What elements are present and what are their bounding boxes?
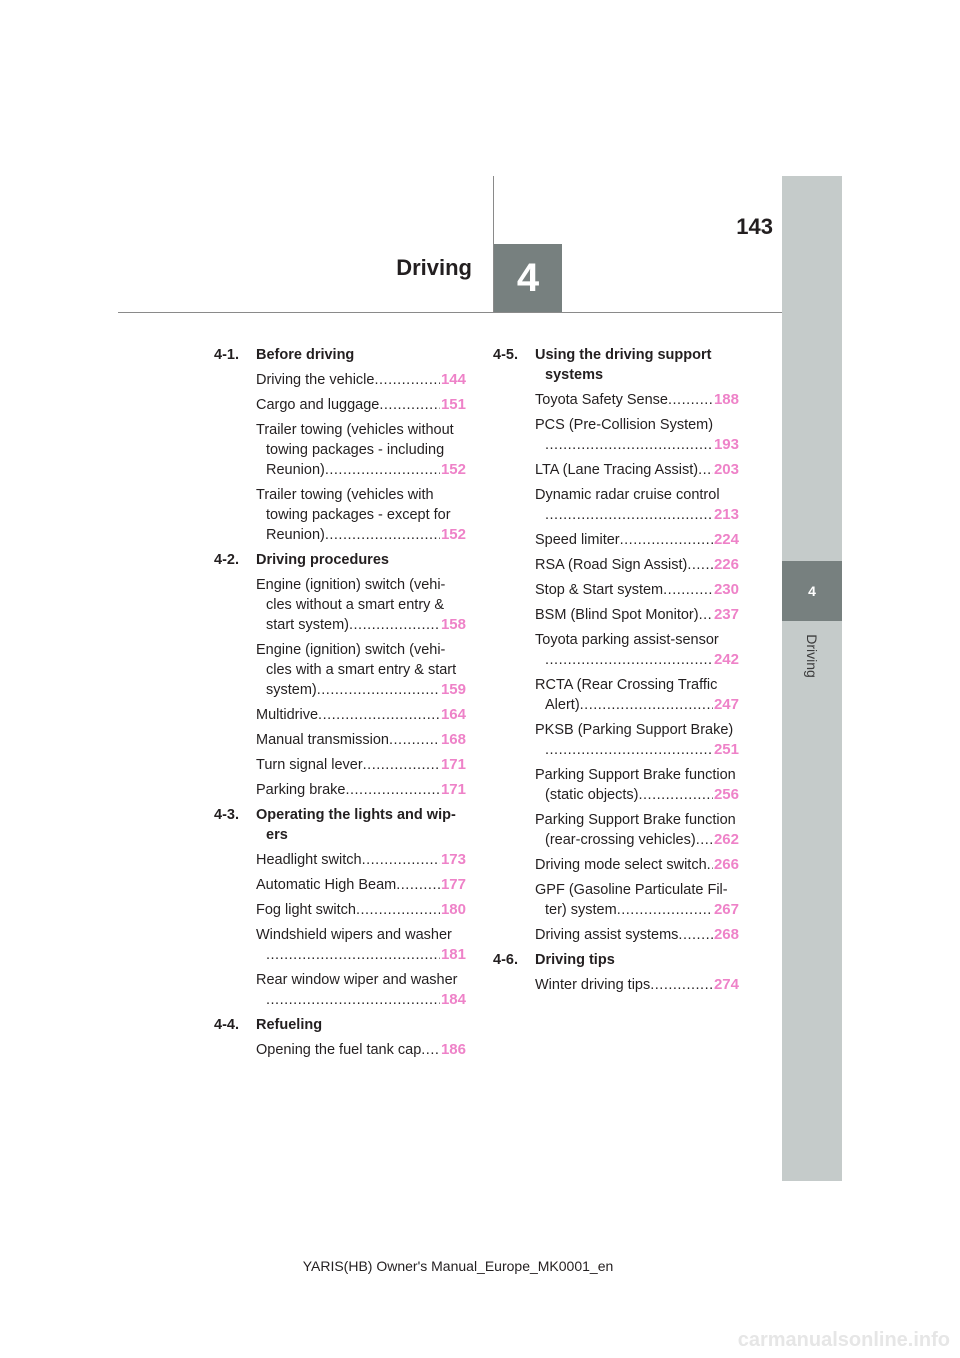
toc-section-heading	[214, 805, 466, 845]
toc-section-heading	[214, 345, 466, 365]
toc-entry-text: Headlight switch	[256, 852, 362, 868]
toc-entry-leader-row	[256, 990, 466, 1010]
dot-leader	[317, 680, 440, 700]
toc-entry-leader-row	[535, 740, 739, 760]
dot-leader	[318, 705, 440, 725]
page-reference-link[interactable]: 274	[713, 976, 739, 993]
toc-section-number: 4-3.	[214, 807, 239, 823]
side-thumb-tab	[782, 176, 842, 1181]
page-reference-link[interactable]: 242	[713, 651, 739, 668]
toc-entry-text: towing packages - except for	[266, 507, 451, 523]
toc-entry[interactable]	[535, 630, 739, 670]
toc-entry-leader-row	[256, 1040, 466, 1060]
toc-entry-leader-row	[256, 730, 466, 750]
dot-leader	[687, 555, 713, 575]
toc-entry-text: Multidrive	[256, 707, 319, 723]
toc-entry-text: Speed limiter	[535, 532, 620, 548]
toc-entry-leader-row	[256, 900, 466, 920]
toc-entry-leader-row	[256, 945, 466, 965]
page-reference-link[interactable]: 164	[440, 706, 466, 723]
toc-entry-text: cles without a smart entry &	[266, 597, 445, 613]
toc-entry-text: Toyota parking assist-sensor	[535, 632, 719, 648]
dot-leader	[325, 460, 440, 480]
toc-entry[interactable]	[256, 575, 466, 635]
toc-section-title-line: Driving tips	[535, 952, 615, 968]
dot-leader	[617, 900, 713, 920]
toc-section-number: 4-4.	[214, 1017, 239, 1033]
toc-entry[interactable]	[256, 640, 466, 700]
dot-leader	[421, 1040, 440, 1060]
toc-entry-leader-row	[256, 460, 466, 480]
toc-entry[interactable]	[256, 370, 466, 390]
toc-entry-leader-row	[535, 975, 739, 995]
footer	[0, 1258, 960, 1274]
toc-entry-text: Parking Support Brake function	[535, 767, 736, 783]
toc-entry-text: Driving assist systems	[535, 927, 679, 943]
page-reference-link[interactable]: 152	[440, 461, 466, 478]
toc-section-heading	[493, 950, 739, 970]
toc-entry[interactable]	[535, 675, 739, 715]
toc-entry-text: Parking Support Brake function	[535, 812, 736, 828]
dot-leader	[545, 650, 713, 670]
toc-section	[214, 345, 466, 545]
toc-section-title	[256, 550, 466, 570]
toc-entry-text: RCTA (Rear Crossing Traffic	[535, 677, 718, 693]
toc-entry-text: towing packages - including	[266, 442, 445, 458]
page-reference-link[interactable]: 186	[440, 1041, 466, 1058]
toc-entry-text: (static objects)	[545, 787, 639, 803]
toc-entry[interactable]	[535, 855, 739, 875]
toc-section-number: 4-1.	[214, 347, 239, 363]
toc-section-title-line: Driving procedures	[256, 552, 389, 568]
toc-section-heading	[493, 345, 739, 385]
toc-section	[493, 950, 739, 995]
dot-leader	[678, 925, 713, 945]
toc-entry-leader-row	[256, 525, 466, 545]
toc-section-title-line: Operating the lights and wip-	[256, 807, 456, 823]
toc-entry-text: Windshield wipers and washer	[256, 927, 452, 943]
toc-entry-text: ter) system	[545, 902, 617, 918]
toc-entry[interactable]	[535, 460, 739, 480]
toc-entry-text: Toyota Safety Sense	[535, 392, 668, 408]
page-reference-link[interactable]: 193	[713, 436, 739, 453]
page-reference-link[interactable]: 251	[713, 741, 739, 758]
dot-leader	[356, 900, 440, 920]
toc-section-title-line: Refueling	[256, 1017, 323, 1033]
toc-entry[interactable]	[256, 485, 466, 545]
toc-entry[interactable]	[256, 850, 466, 870]
toc-entry[interactable]	[535, 880, 739, 920]
toc-entry-text: Driving mode select switch	[535, 857, 707, 873]
toc-entry-leader-row	[535, 900, 739, 920]
toc-section	[214, 1015, 466, 1060]
footer-manual-title: YARIS(HB) Owner's Manual_Europe_MK0001_en	[302, 1258, 614, 1274]
toc-section-number: 4-2.	[214, 552, 239, 568]
toc-entry[interactable]	[256, 730, 466, 750]
toc-entry[interactable]	[256, 395, 466, 415]
toc-entry[interactable]	[535, 975, 739, 995]
page-reference-link[interactable]: 168	[440, 731, 466, 748]
toc-entry-leader-row	[535, 925, 739, 945]
page-reference-link[interactable]: 266	[713, 856, 739, 873]
toc-section-heading	[214, 550, 466, 570]
toc-entry-leader-row	[535, 555, 739, 575]
toc-entry-text: Stop & Start system	[535, 582, 664, 598]
dot-leader	[698, 460, 713, 480]
toc-entry-leader-row	[535, 830, 739, 850]
page-reference-link[interactable]: 171	[440, 756, 466, 773]
toc-section-title	[256, 345, 466, 365]
toc-entry-leader-row	[535, 580, 739, 600]
dot-leader	[379, 395, 440, 415]
toc-entry[interactable]	[535, 810, 739, 850]
page-reference-link[interactable]: 184	[440, 991, 466, 1008]
watermark-text: carmanualsonline.info	[737, 1329, 950, 1351]
page-reference-link[interactable]: 158	[440, 616, 466, 633]
page-reference-link[interactable]: 181	[440, 946, 466, 963]
toc-entry[interactable]	[535, 580, 739, 600]
toc-entry-text: Manual transmission	[256, 732, 389, 748]
dot-leader	[620, 530, 713, 550]
toc-entry-leader-row	[256, 755, 466, 775]
toc-column-right	[493, 345, 739, 1000]
dot-leader	[396, 875, 440, 895]
dot-leader	[696, 830, 713, 850]
toc-entry-text: PKSB (Parking Support Brake)	[535, 722, 734, 738]
toc-entry-leader-row	[535, 435, 739, 455]
page-reference-link[interactable]: 171	[440, 781, 466, 798]
page-reference-link[interactable]: 188	[713, 391, 739, 408]
toc-entry[interactable]	[535, 555, 739, 575]
toc-section-title-line: Before driving	[256, 347, 355, 363]
toc-entry-text: Engine (ignition) switch (vehi-	[256, 642, 446, 658]
toc-entry-leader-row	[535, 460, 739, 480]
toc-entry-text: Engine (ignition) switch (vehi-	[256, 577, 446, 593]
toc-entry-text: (rear-crossing vehicles)	[545, 832, 696, 848]
toc-section-title-line: Using the driving support	[535, 347, 712, 363]
toc-entry-text: cles with a smart entry & start	[266, 662, 457, 678]
toc-entry-text: Automatic High Beam	[256, 877, 397, 893]
toc-column-left	[214, 345, 466, 1065]
page-reference-link[interactable]: 177	[440, 876, 466, 893]
toc-entry-text: system)	[266, 682, 317, 698]
toc-entry[interactable]	[535, 415, 739, 455]
dot-leader	[389, 730, 440, 750]
page-reference-link[interactable]: 180	[440, 901, 466, 918]
toc-section-heading	[214, 1015, 466, 1035]
page-reference-link[interactable]: 268	[713, 926, 739, 943]
toc-entry-leader-row	[535, 785, 739, 805]
dot-leader	[374, 370, 439, 390]
toc-entry-text: Fog light switch	[256, 902, 356, 918]
toc-entry[interactable]	[256, 420, 466, 480]
page-reference-link[interactable]: 151	[440, 396, 466, 413]
dot-leader	[545, 435, 713, 455]
toc-entry[interactable]	[535, 485, 739, 525]
page-reference-link[interactable]: 230	[713, 581, 739, 598]
toc-entry[interactable]	[256, 970, 466, 1010]
dot-leader	[266, 945, 440, 965]
toc-entry-text: start system)	[266, 617, 349, 633]
toc-entry[interactable]	[535, 925, 739, 945]
page-reference-link[interactable]: 152	[440, 526, 466, 543]
dot-leader	[266, 990, 440, 1010]
toc-entry-leader-row	[535, 530, 739, 550]
toc-entry-text: Parking brake	[256, 782, 346, 798]
toc-entry-leader-row	[535, 390, 739, 410]
page-reference-link[interactable]: 256	[713, 786, 739, 803]
toc-entry-text: Dynamic radar cruise control	[535, 487, 720, 503]
toc-entry[interactable]	[256, 925, 466, 965]
page-reference-link[interactable]: 262	[713, 831, 739, 848]
toc-section-number: 4-5.	[493, 347, 518, 363]
toc-section-title	[535, 950, 739, 970]
toc-entry-leader-row	[256, 875, 466, 895]
toc-section-title-line: ers	[266, 827, 288, 843]
toc-entry[interactable]	[256, 780, 466, 800]
toc-entry-leader-row	[256, 780, 466, 800]
toc-entry[interactable]	[535, 530, 739, 550]
dot-leader	[363, 755, 440, 775]
toc-entry-text: Opening the fuel tank cap	[256, 1042, 422, 1058]
dot-leader	[663, 580, 713, 600]
dot-leader	[349, 615, 440, 635]
page-reference-link[interactable]: 237	[713, 606, 739, 623]
toc-entry-leader-row	[256, 680, 466, 700]
toc-entry-text: Cargo and luggage	[256, 397, 380, 413]
toc-entry-text: Trailer towing (vehicles without	[256, 422, 454, 438]
toc-entry-leader-row	[256, 705, 466, 725]
page-reference-link[interactable]: 247	[713, 696, 739, 713]
toc-entry-text: Reunion)	[266, 462, 325, 478]
toc-entry-text: Reunion)	[266, 527, 325, 543]
toc-entry-leader-row	[535, 505, 739, 525]
chapter-title: Driving	[396, 255, 472, 280]
toc-entry-leader-row	[256, 850, 466, 870]
toc-entry-text: Driving the vehicle	[256, 372, 375, 388]
toc-entry-text: Trailer towing (vehicles with	[256, 487, 434, 503]
dot-leader	[325, 525, 440, 545]
toc-section-number: 4-6.	[493, 952, 518, 968]
dot-leader	[362, 850, 440, 870]
toc-entry-text: RSA (Road Sign Assist)	[535, 557, 688, 573]
side-tab-label: Driving	[804, 634, 820, 678]
chapter-number-box: 4	[494, 244, 562, 312]
page-reference-link[interactable]: 203	[713, 461, 739, 478]
dot-leader	[545, 505, 713, 525]
page-reference-link[interactable]: 173	[440, 851, 466, 868]
toc-entry-leader-row	[256, 615, 466, 635]
toc-section-title	[535, 345, 739, 385]
toc-entry-leader-row	[256, 370, 466, 390]
toc-entry[interactable]	[256, 900, 466, 920]
page-reference-link[interactable]: 213	[713, 506, 739, 523]
toc-entry-text: Alert)	[545, 697, 580, 713]
toc-entry[interactable]	[256, 755, 466, 775]
dot-leader	[668, 390, 713, 410]
dot-leader	[345, 780, 440, 800]
toc-entry[interactable]	[535, 765, 739, 805]
page-reference-link[interactable]: 159	[440, 681, 466, 698]
toc-entry-leader-row	[535, 855, 739, 875]
toc-section-title	[256, 805, 466, 845]
toc-entry-text: GPF (Gasoline Particulate Fil-	[535, 882, 728, 898]
toc-entry[interactable]	[256, 875, 466, 895]
toc-entry-leader-row	[535, 695, 739, 715]
toc-entry-leader-row	[535, 650, 739, 670]
toc-section-title	[256, 1015, 466, 1035]
header-divider-horizontal	[118, 312, 782, 313]
toc-entry[interactable]	[535, 605, 739, 625]
toc-entry[interactable]	[256, 705, 466, 725]
page-reference-link[interactable]: 144	[440, 371, 466, 388]
dot-leader	[650, 975, 713, 995]
toc-section	[214, 805, 466, 1010]
page-reference-link[interactable]: 226	[713, 556, 739, 573]
toc-section-title-line: systems	[545, 367, 604, 383]
toc-section	[493, 345, 739, 945]
toc-section	[214, 550, 466, 800]
toc-entry[interactable]	[256, 1040, 466, 1060]
toc-entry-text: BSM (Blind Spot Monitor)	[535, 607, 699, 623]
page-reference-link[interactable]: 267	[713, 901, 739, 918]
page-reference-link[interactable]: 224	[713, 531, 739, 548]
dot-leader	[699, 605, 713, 625]
side-tab-chapter-number: 4	[782, 561, 842, 621]
toc-entry-text: PCS (Pre-Collision System)	[535, 417, 714, 433]
toc-entry-text: LTA (Lane Tracing Assist)	[535, 462, 699, 478]
toc-entry-text: Winter driving tips	[535, 977, 651, 993]
dot-leader	[545, 740, 713, 760]
toc-entry-leader-row	[535, 605, 739, 625]
toc-entry[interactable]	[535, 390, 739, 410]
toc-entry[interactable]	[535, 720, 739, 760]
toc-entry-text: Rear window wiper and washer	[256, 972, 458, 988]
dot-leader	[638, 785, 712, 805]
page-number: 143	[736, 214, 773, 239]
dot-leader	[580, 695, 713, 715]
toc-entry-leader-row	[256, 395, 466, 415]
toc-entry-text: Turn signal lever	[256, 757, 363, 773]
